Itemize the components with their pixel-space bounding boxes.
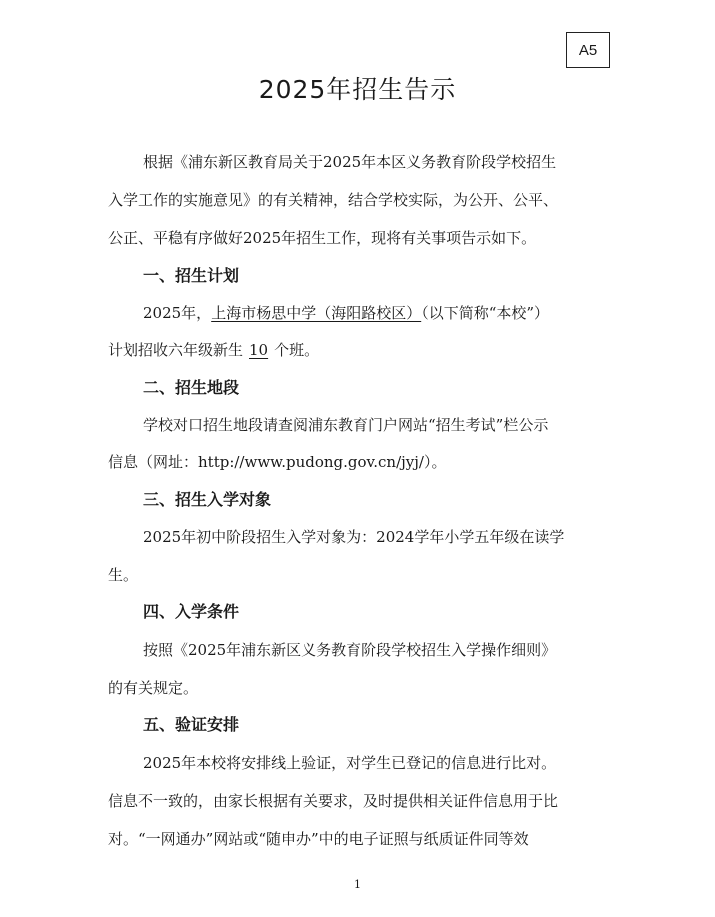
verification-line-2: 信息不一致的，由家长根据有关要求，及时提供相关证件信息用于比	[108, 792, 559, 810]
section-heading-target: 三、招生入学对象	[143, 490, 272, 509]
section-heading-verification: 五、验证安排	[143, 715, 240, 734]
conditions-line-2: 的有关规定。	[108, 679, 199, 697]
section-heading-district: 二、招生地段	[143, 378, 240, 397]
target-line-2: 生。	[108, 566, 139, 584]
intro-line-1: 根据《浦东新区教育局关于2025年本区义务教育阶段学校招生	[143, 153, 557, 171]
school-name: 上海市杨思中学（海阳路校区）	[211, 304, 422, 322]
plan-unit-text: 个班。	[274, 341, 320, 359]
document-code-badge: A5	[566, 32, 610, 68]
intro-line-3: 公正、平稳有序做好2025年招生工作，现将有关事项告示如下。	[108, 229, 537, 247]
conditions-line-1: 按照《2025年浦东新区义务教育阶段学校招生入学操作细则》	[143, 641, 557, 659]
plan-year-text: 2025年，	[143, 304, 212, 322]
verification-line-1: 2025年本校将安排线上验证，对学生已登记的信息进行比对。	[143, 754, 557, 772]
target-line-1: 2025年初中阶段招生入学对象为：2024学年小学五年级在读学	[143, 528, 565, 546]
plan-abbrev-text: （以下简称“本校”）	[421, 304, 550, 322]
plan-enroll-text: 计划招收六年级新生	[108, 341, 244, 359]
class-count: 10	[249, 341, 269, 359]
page-title: 2025年招生告示	[258, 75, 457, 104]
plan-line-1	[143, 303, 703, 323]
district-line-1: 学校对口招生地段请查阅浦东教育门户网站“招生考试”栏公示	[143, 416, 549, 434]
intro-line-2: 入学工作的实施意见》的有关精神，结合学校实际，为公开、公平、	[108, 191, 559, 209]
section-heading-conditions: 四、入学条件	[143, 602, 240, 621]
verification-line-3: 对。“一网通办”网站或“随申办”中的电子证照与纸质证件同等效	[108, 830, 529, 848]
section-heading-plan: 一、招生计划	[143, 266, 240, 285]
plan-line-2	[108, 340, 668, 360]
page-number: 1	[354, 878, 361, 891]
district-line-2: 信息（网址：http://www.pudong.gov.cn/jyj/）。	[108, 453, 447, 471]
